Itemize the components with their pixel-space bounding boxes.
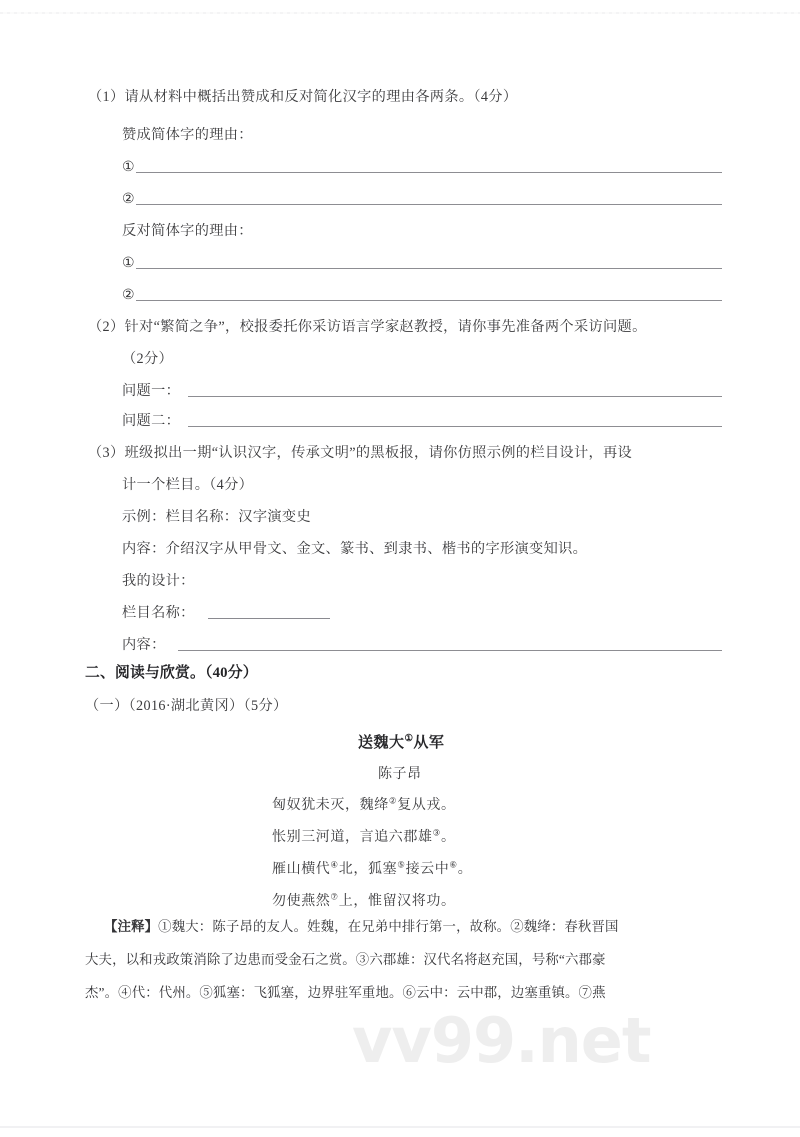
question-2-blank-2-rule[interactable] xyxy=(188,426,722,427)
question-1-group-2-blank-2-rule[interactable] xyxy=(136,300,722,301)
poem-line-3-footnote-marker-3: ⑥ xyxy=(449,859,458,870)
poem-line-4-part-a: 勿使燕然 xyxy=(272,894,331,909)
poem-line-4-part-b: 上，惟留汉将功。 xyxy=(338,894,456,909)
poem-line-2-part-b: 。 xyxy=(440,830,456,845)
question-3-example-title: 示例：栏目名称：汉字演变史 xyxy=(122,509,311,525)
poem-line-3-part-c: 接云中 xyxy=(405,862,450,877)
question-3-example-content: 内容：介绍汉字从甲骨文、金文、篆书、到隶书、楷书的字形演变知识。 xyxy=(122,541,588,557)
poem-line-1-part-a: 匈奴犹未灭，魏绛 xyxy=(272,798,389,813)
poem-line-3-footnote-marker-2: ⑤ xyxy=(397,859,406,870)
question-3-column-name-label: 栏目名称： xyxy=(122,605,195,621)
question-2-blank-2-label: 问题二： xyxy=(122,413,181,429)
poem-line-4-footnote-marker: ⑦ xyxy=(330,891,339,902)
question-3-column-content-rule[interactable] xyxy=(178,650,722,651)
poem-line-2-footnote-marker: ③ xyxy=(432,827,441,838)
question-1-group-1-blank-2-marker: ② xyxy=(122,191,136,207)
question-1-group-1-blank-1-marker: ① xyxy=(122,159,136,175)
poem-line-1-part-b: 复从戎。 xyxy=(397,798,456,813)
question-1-group-1-label: 赞成简体字的理由： xyxy=(122,127,253,143)
poem-line-4 xyxy=(272,890,456,910)
question-3-column-name-rule[interactable] xyxy=(208,618,330,619)
question-2-stem-line-1: （2）针对“繁简之争”，校报委托你采访语言学家赵教授，请你事先准备两个采访问题。 xyxy=(88,319,647,335)
notes-line-3: 杰”。④代：代州。⑤狐塞：飞狐塞，边界驻军重地。⑥云中：云中郡，边塞重镇。⑦燕 xyxy=(85,985,606,1000)
poem-line-3-footnote-marker-1: ④ xyxy=(330,859,339,870)
poem-line-3 xyxy=(272,858,472,878)
question-2-blank-1-label: 问题一： xyxy=(122,383,181,399)
notes-line-1-text: ①魏大：陈子昂的友人。姓魏，在兄弟中排行第一，故称。②魏绛：春秋晋国 xyxy=(158,919,619,934)
question-2-blank-1-rule[interactable] xyxy=(188,396,722,397)
section-two-subheading: （一）（2016·湖北黄冈）（5分） xyxy=(85,698,288,714)
question-1-group-1-blank-1-rule[interactable] xyxy=(136,172,722,173)
poem-title-tail: 从军 xyxy=(413,735,445,751)
poem-line-2 xyxy=(272,826,456,846)
poem-line-3-part-b: 北，狐塞 xyxy=(338,862,398,877)
question-1-stem: （1）请从材料中概括出赞成和反对简化汉字的理由各两条。（4分） xyxy=(88,89,518,105)
poem-title-main: 送魏大 xyxy=(358,735,405,751)
poem-author: 陈子昂 xyxy=(378,767,422,782)
question-3-stem-line-2: 计一个栏目。（4分） xyxy=(122,477,254,493)
question-1-group-1-blank-2-rule[interactable] xyxy=(136,204,722,205)
notes-line-1 xyxy=(104,916,619,935)
poem-line-1-footnote-marker: ② xyxy=(388,795,398,806)
question-3-column-content-label: 内容： xyxy=(122,637,166,653)
poem-line-2-part-a: 怅别三河道，言追六郡雄 xyxy=(272,830,433,845)
notes-label: 【注释】 xyxy=(104,919,159,934)
question-1-group-2-blank-1-marker: ① xyxy=(122,255,136,271)
question-3-my-design-label: 我的设计： xyxy=(122,573,195,589)
question-1-group-2-label: 反对简体字的理由： xyxy=(122,223,253,239)
poem-line-3-part-d: 。 xyxy=(457,862,473,877)
site-watermark: vv99.net xyxy=(352,1004,651,1077)
poem-title-footnote-marker: ① xyxy=(404,734,414,744)
poem-line-3-part-a: 雁山横代 xyxy=(272,862,331,877)
question-1-group-2-blank-2-marker: ② xyxy=(122,287,136,303)
question-2-stem-line-2: （2分） xyxy=(122,351,174,367)
section-two-heading: 二、阅读与欣赏。（40分） xyxy=(85,665,258,681)
poem-line-1 xyxy=(272,794,456,814)
question-3-stem-line-1: （3）班级拟出一期“认识汉字，传承文明”的黑板报，请你仿照示例的栏目设计，再设 xyxy=(88,445,633,461)
notes-line-2: 大夫，以和戎政策消除了边患而受金石之赏。③六郡雄：汉代名将赵充国，号称“六郡豪 xyxy=(85,952,606,967)
question-1-group-2-blank-1-rule[interactable] xyxy=(136,268,722,269)
poem-title xyxy=(358,731,444,752)
